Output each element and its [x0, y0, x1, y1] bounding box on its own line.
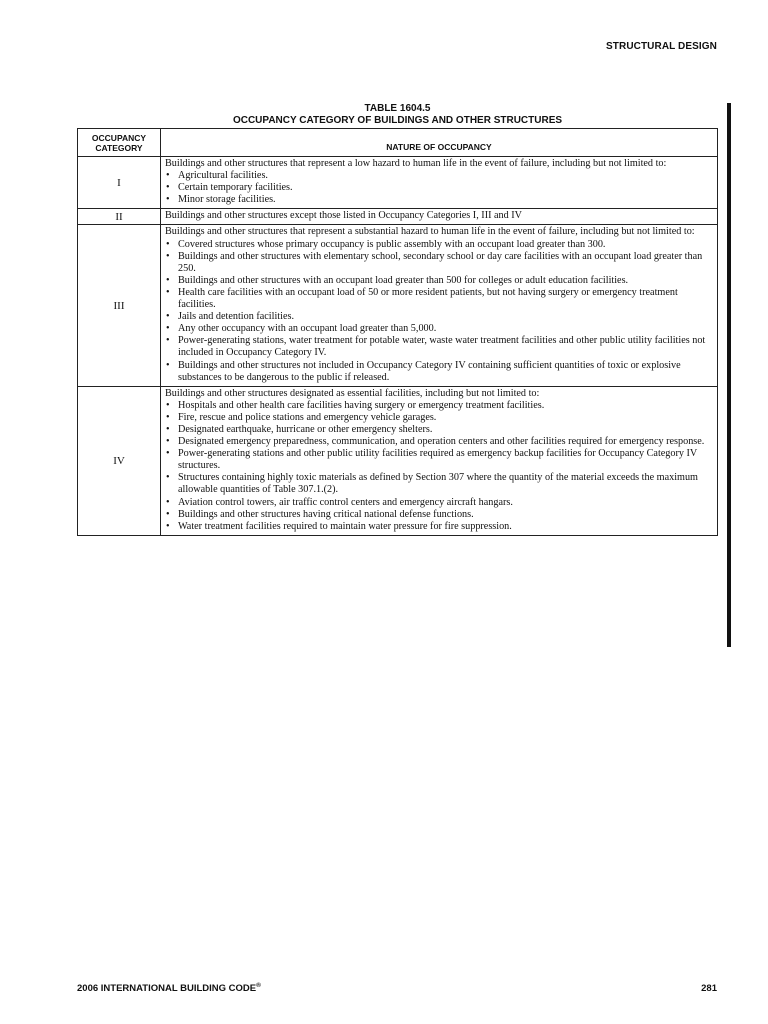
table-row: [78, 225, 718, 386]
list-item: • Covered structures whose primary occupancy is public assembly with an occupant load greater than 300.: [165, 239, 713, 251]
occupancy-description: Buildings and other structures that represent a low hazard to human life in the event of failure, including but not limited to:: [165, 158, 667, 169]
list-item: • Agricultural facilities.: [165, 170, 713, 182]
table-row: [78, 209, 718, 225]
nature-of-occupancy-cell: [161, 225, 718, 386]
page-number: 281: [701, 983, 717, 994]
list-item: • Fire, rescue and police stations and emergency vehicle garages.: [165, 412, 713, 424]
occupancy-description: Buildings and other structures designated as essential facilities, including but not limited to:: [165, 387, 540, 399]
occupancy-category-cell: IV: [78, 386, 161, 535]
table-body: [78, 157, 718, 536]
column-header-nature: NATURE OF OCCUPANCY: [161, 129, 718, 157]
footer-code-title: [77, 982, 261, 994]
list-item: • Aviation control towers, air traffic control centers and emergency aircraft hangars.: [165, 497, 713, 509]
table-row: [78, 386, 718, 535]
list-item: • Designated earthquake, hurricane or other emergency shelters.: [165, 424, 713, 436]
occupancy-category-table: [77, 128, 718, 536]
table-caption: OCCUPANCY CATEGORY OF BUILDINGS AND OTHER STRUCTURES: [232, 115, 563, 126]
list-item: • Minor storage facilities.: [165, 194, 713, 206]
nature-of-occupancy-cell: [161, 157, 718, 209]
list-item: • Hospitals and other health care facilities having surgery or emergency treatment facilities.: [165, 400, 713, 412]
list-item: • Structures containing highly toxic materials as defined by Section 307 where the quantity of the material exceeds the maximum allowable quantities of Table 307.1.(2).: [165, 472, 713, 496]
list-item: • Buildings and other structures having critical national defense functions.: [165, 509, 713, 521]
occupancy-description: Buildings and other structures except those listed in Occupancy Categories I, III and IV: [165, 210, 523, 222]
list-item: • Buildings and other structures with an occupant load greater than 500 for colleges or adult education facilities.: [165, 275, 713, 287]
running-head: STRUCTURAL DESIGN: [606, 41, 717, 52]
list-item: • Designated emergency preparedness, communication, and operation centers and other facilities required for emergency response.: [165, 436, 713, 448]
list-item: • Certain temporary facilities.: [165, 182, 713, 194]
nature-of-occupancy-cell: [161, 386, 718, 535]
list-item: • Any other occupancy with an occupant load greater than 5,000.: [165, 323, 713, 335]
table-number: TABLE 1604.5: [364, 103, 431, 114]
table-row: [78, 157, 718, 209]
registered-mark: ®: [256, 982, 261, 989]
list-item: • Jails and detention facilities.: [165, 311, 713, 323]
occupancy-example-list: [165, 400, 713, 533]
table-title: [77, 103, 718, 127]
occupancy-example-list: [165, 239, 713, 384]
occupancy-category-cell: III: [78, 225, 161, 386]
nature-of-occupancy-cell: [161, 209, 718, 225]
list-item: • Water treatment facilities required to maintain water pressure for fire suppression.: [165, 521, 713, 533]
revision-change-bar: [727, 103, 731, 647]
footer-title: 2006 INTERNATIONAL BUILDING CODE: [77, 983, 257, 995]
occupancy-example-list: [165, 170, 713, 206]
column-header-category: OCCUPANCY CATEGORY: [78, 129, 161, 157]
occupancy-category-cell: I: [78, 157, 161, 209]
list-item: • Power-generating stations, water treatment for potable water, waste water treatment facilities and other public utility facilities not included in Occupancy Category IV.: [165, 335, 713, 359]
occupancy-description: Buildings and other structures that represent a substantial hazard to human life in the event of failure, including but not limited to:: [165, 226, 695, 238]
table-header-row: [78, 129, 718, 157]
list-item: • Health care facilities with an occupant load of 50 or more resident patients, but not having surgery or emergency treatment facilities.: [165, 287, 713, 311]
list-item: • Power-generating stations and other public utility facilities required as emergency backup facilities for Occupancy Category IV structures.: [165, 448, 713, 472]
occupancy-category-cell: II: [78, 209, 161, 225]
list-item: • Buildings and other structures with elementary school, secondary school or day care facilities with an occupant load greater than 250.: [165, 251, 713, 275]
list-item: • Buildings and other structures not included in Occupancy Category IV containing sufficient quantities of toxic or explosive substances to be dangerous to the public if released.: [165, 360, 713, 384]
